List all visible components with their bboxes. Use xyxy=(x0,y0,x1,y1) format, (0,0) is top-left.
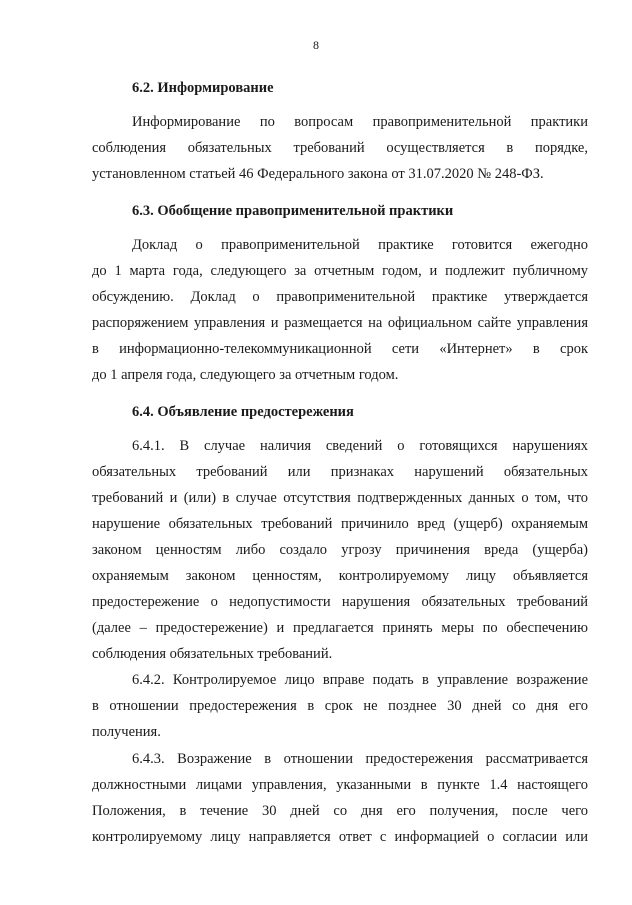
paragraph-line: до 1 апреля года, следующего за отчетным годом. xyxy=(92,367,399,383)
paragraph-line: Информирование по вопросам правоприменительной практики xyxy=(132,114,588,130)
paragraph-line: получения. xyxy=(92,724,161,740)
paragraph-line: 6.4.1. В случае наличия сведений о готовящихся нарушениях xyxy=(132,438,588,454)
page-number: 8 xyxy=(313,38,319,52)
paragraph-line: предостережение о недопустимости нарушения обязательных требований xyxy=(92,594,588,610)
paragraph-line: законом ценностям либо создало угрозу причинения вреда (ущерба) xyxy=(92,542,588,558)
paragraph-line: обязательных требований или признаках нарушений обязательных xyxy=(92,464,588,480)
paragraph-line: в информационно-телекоммуникационной сети «Интернет» в срок xyxy=(92,341,588,357)
paragraph-line: контролируемому лицу направляется ответ с информацией о согласии или xyxy=(92,829,588,845)
section-heading-6-3: 6.3. Обобщение правоприменительной практики xyxy=(132,203,454,219)
paragraph-line: в отношении предостережения в срок не позднее 30 дней со дня его xyxy=(92,698,588,714)
paragraph-line: установленном статьей 46 Федерального закона от 31.07.2020 № 248-ФЗ. xyxy=(92,166,544,182)
paragraph-line: обсуждению. Доклад о правоприменительной практике утверждается xyxy=(92,289,588,305)
section-heading-6-4: 6.4. Объявление предостережения xyxy=(132,404,354,420)
paragraph-line: соблюдения обязательных требований осуществляется в порядке, xyxy=(92,140,588,156)
paragraph-line: распоряжением управления и размещается на официальном сайте управления xyxy=(92,315,588,331)
paragraph-line: 6.4.2. Контролируемое лицо вправе подать в управление возражение xyxy=(132,672,588,688)
paragraph-line: соблюдения обязательных требований. xyxy=(92,646,333,662)
paragraph-line: требований и (или) в случае отсутствия подтвержденных данных о том, что xyxy=(92,490,588,506)
section-heading-6-2: 6.2. Информирование xyxy=(132,80,274,96)
paragraph-line: (далее – предостережение) и предлагается принять меры по обеспечению xyxy=(92,620,588,636)
paragraph-line: Положения, в течение 30 дней со дня его получения, после чего xyxy=(92,803,588,819)
paragraph-line: 6.4.3. Возражение в отношении предостережения рассматривается xyxy=(132,751,588,767)
paragraph-line: до 1 марта года, следующего за отчетным годом, и подлежит публичному xyxy=(92,263,588,279)
paragraph-line: охраняемым законом ценностям, контролируемому лицу объявляется xyxy=(92,568,588,584)
paragraph-line: Доклад о правоприменительной практике готовится ежегодно xyxy=(132,237,588,253)
paragraph-line: нарушение обязательных требований причинило вред (ущерб) охраняемым xyxy=(92,516,588,532)
paragraph-line: должностными лицами управления, указанными в пункте 1.4 настоящего xyxy=(92,777,588,793)
